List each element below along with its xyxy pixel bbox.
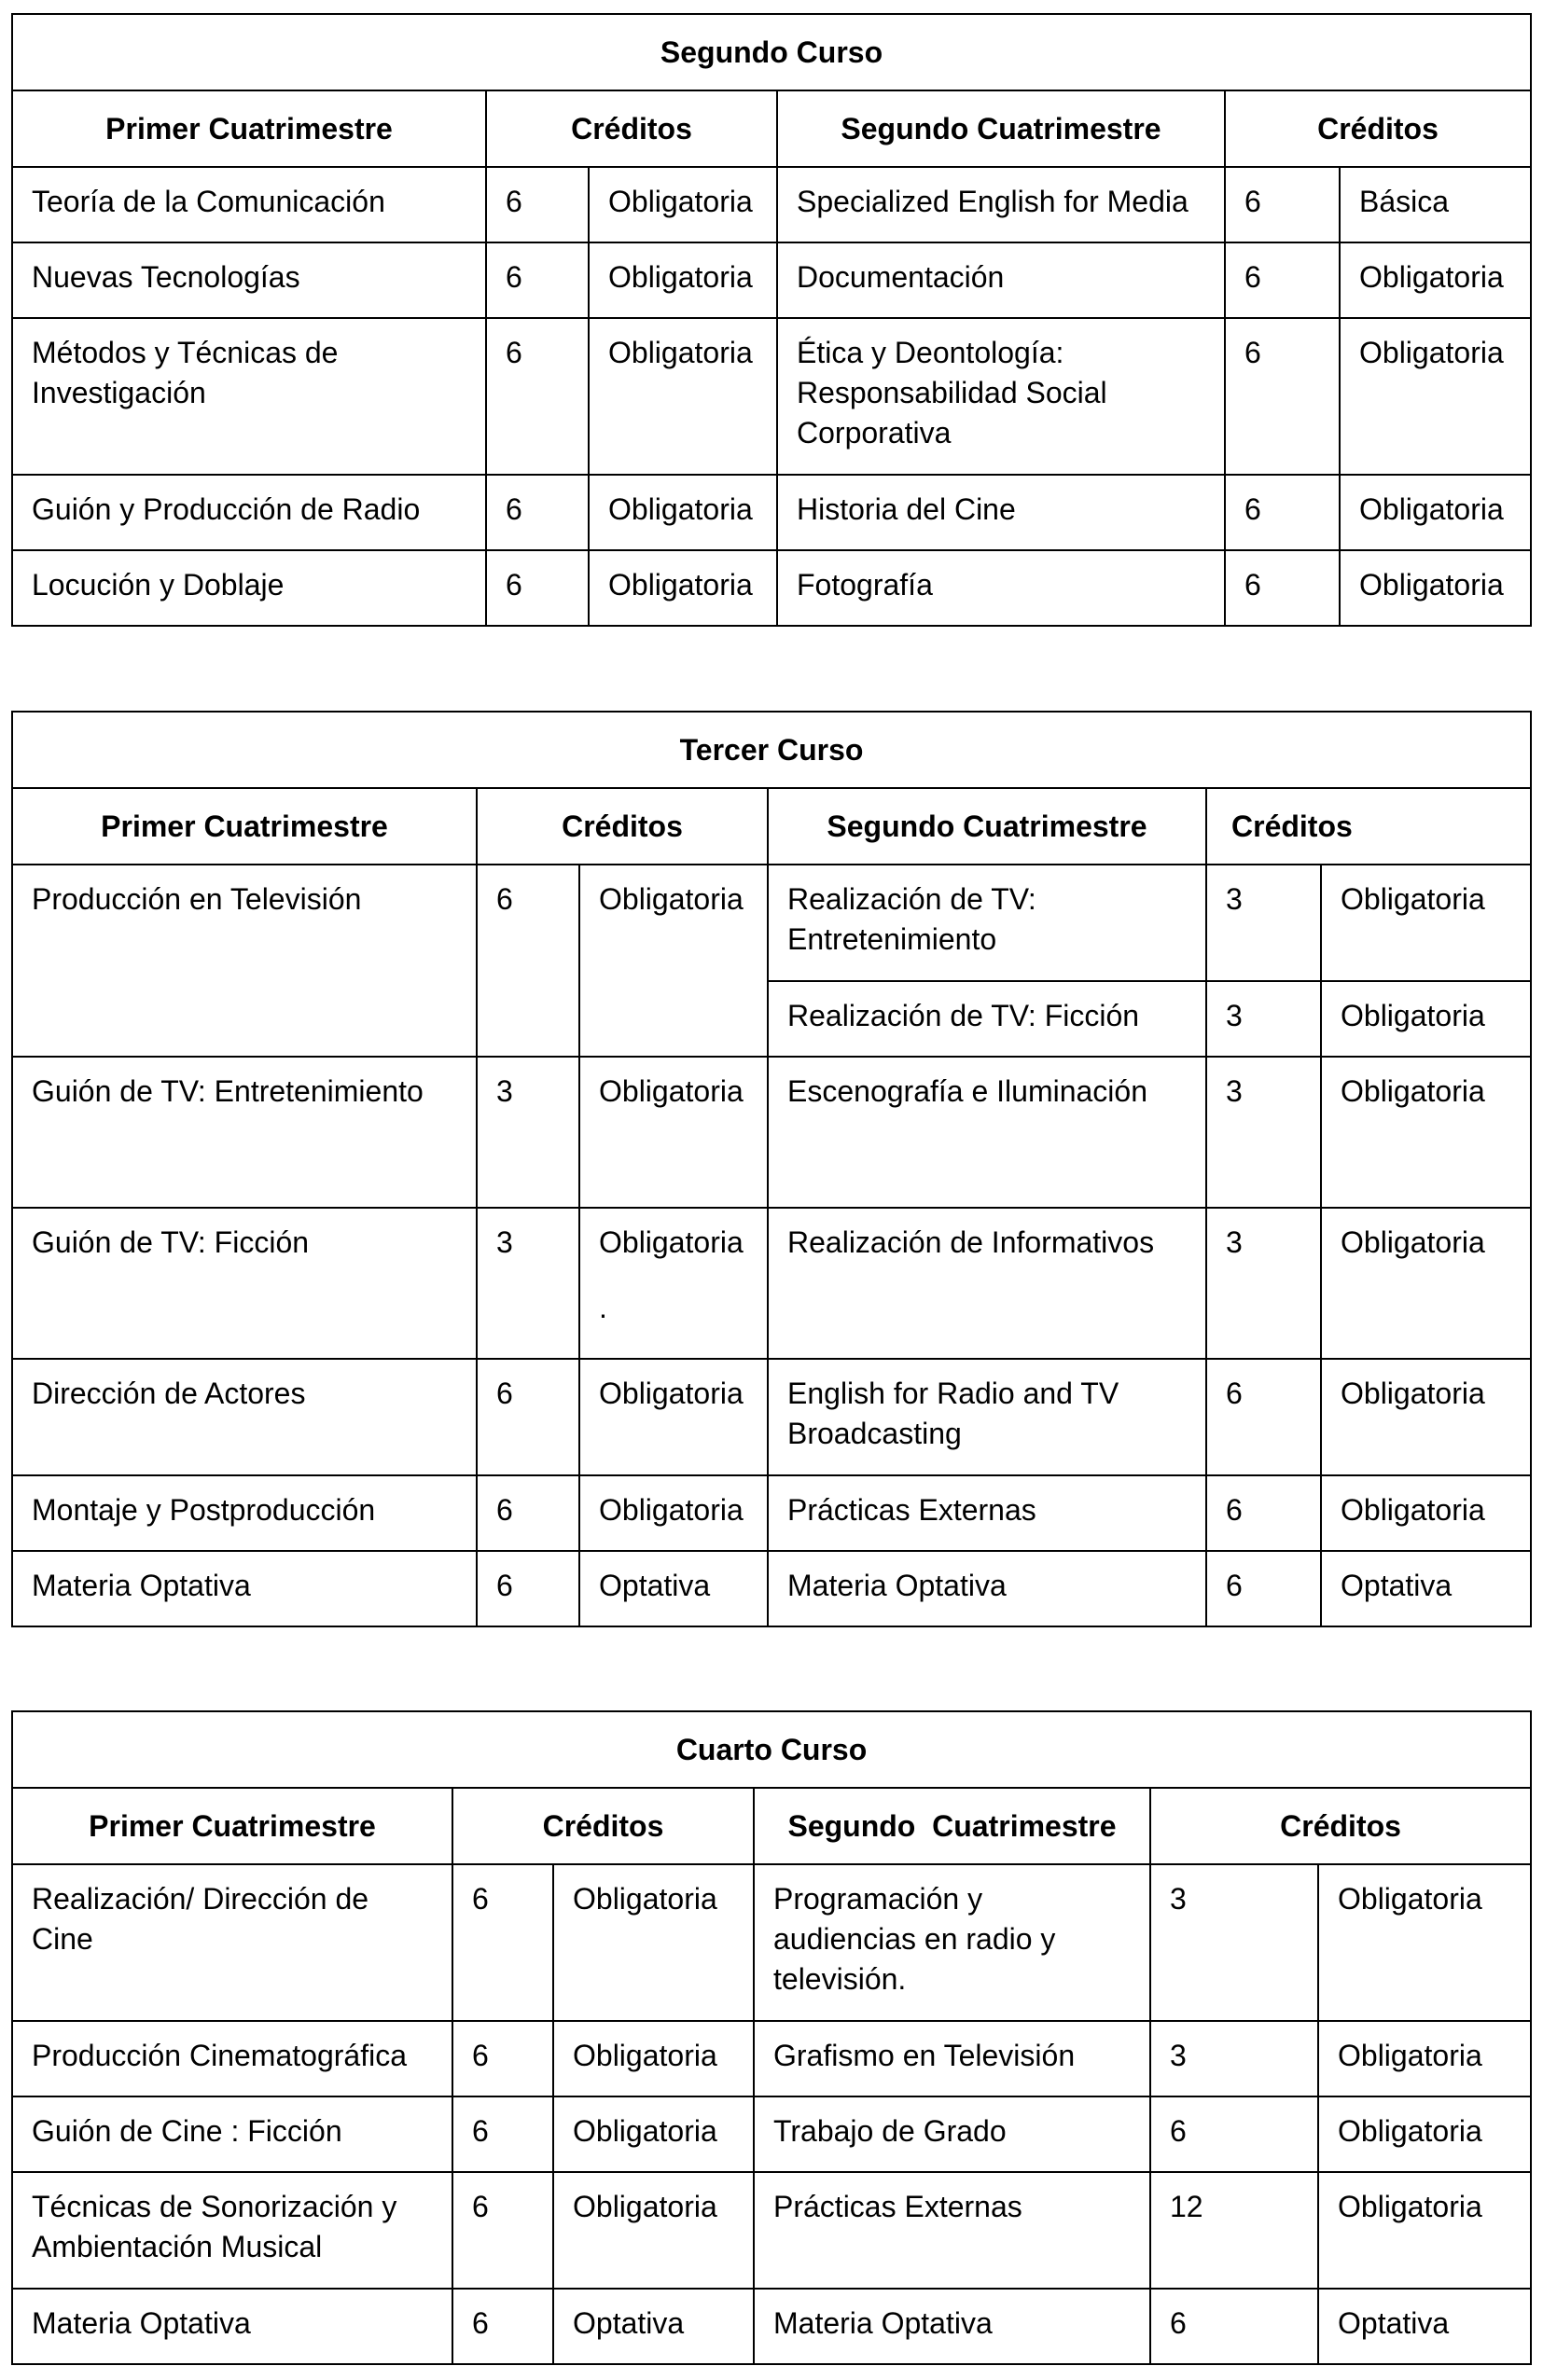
subject-cell: Realización de TV: Ficción	[768, 981, 1206, 1057]
type-cell: Obligatoria	[553, 2096, 754, 2172]
table-row	[12, 2096, 1531, 2172]
type-cell: Optativa	[579, 1551, 768, 1626]
type-cell: Optativa	[1321, 1551, 1531, 1626]
table-title: Cuarto Curso	[12, 1711, 1531, 1788]
table-row	[12, 2021, 1531, 2096]
header-creditos: Créditos	[486, 90, 777, 167]
credits-cell: 6	[1225, 318, 1340, 475]
subject-cell: English for Radio and TV Broadcasting	[768, 1359, 1206, 1475]
table-row	[12, 167, 1531, 242]
tercer-curso-table	[11, 711, 1532, 1627]
credits-cell: 6	[1225, 242, 1340, 318]
table-row	[12, 1475, 1531, 1551]
credits-cell: 3	[1206, 1057, 1321, 1208]
segundo-curso-table	[11, 13, 1532, 627]
type-cell: Obligatoria	[579, 1475, 768, 1551]
header-creditos: Créditos	[452, 1788, 754, 1864]
table-row	[12, 475, 1531, 550]
subject-cell: Teoría de la Comunicación	[12, 167, 486, 242]
subject-cell: Prácticas Externas	[754, 2172, 1150, 2289]
credits-cell: 6	[452, 1864, 553, 2021]
credits-cell: 6	[477, 1359, 579, 1475]
type-cell: Obligatoria	[579, 1057, 768, 1208]
type-cell: Obligatoria	[553, 2172, 754, 2289]
header-creditos: Créditos	[1206, 788, 1531, 865]
type-cell: Obligatoria	[1318, 2021, 1531, 2096]
type-cell: Obligatoria	[1321, 1057, 1531, 1208]
header-primer-cuatrimestre: Primer Cuatrimestre	[12, 1788, 452, 1864]
subject-cell: Escenografía e Iluminación	[768, 1057, 1206, 1208]
type-cell: Obligatoria	[1318, 1864, 1531, 2021]
subject-cell: Programación y audiencias en radio y televisión.	[754, 1864, 1150, 2021]
type-cell: Obligatoria	[1340, 242, 1531, 318]
credits-cell: 6	[486, 475, 589, 550]
credits-cell: 6	[1206, 1475, 1321, 1551]
type-cell: Obligatoria	[589, 242, 777, 318]
type-cell: Obligatoria	[1318, 2172, 1531, 2289]
header-row	[12, 788, 1531, 865]
credits-cell: 3	[477, 1057, 579, 1208]
table-title: Segundo Curso	[12, 14, 1531, 90]
subject-cell: Specialized English for Media	[777, 167, 1225, 242]
type-cell: Obligatoria	[579, 865, 768, 1057]
type-text: Obligatoria	[599, 1225, 744, 1259]
header-segundo-cuatrimestre: Segundo Cuatrimestre	[754, 1788, 1150, 1864]
table-row	[12, 1359, 1531, 1475]
credits-cell: 3	[1206, 865, 1321, 981]
subject-cell: Dirección de Actores	[12, 1359, 477, 1475]
subject-cell: Guión de TV: Ficción	[12, 1208, 477, 1359]
type-cell: Básica	[1340, 167, 1531, 242]
subject-cell: Prácticas Externas	[768, 1475, 1206, 1551]
table-row	[12, 1864, 1531, 2021]
credits-cell: 3	[1206, 1208, 1321, 1359]
credits-cell: 6	[1206, 1551, 1321, 1626]
subject-cell: Locución y Doblaje	[12, 550, 486, 626]
credits-cell: 6	[486, 167, 589, 242]
table-row	[12, 865, 1531, 981]
table-title: Tercer Curso	[12, 712, 1531, 788]
subject-cell: Realización/ Dirección de Cine	[12, 1864, 452, 2021]
credits-cell: 3	[1206, 981, 1321, 1057]
type-cell: Obligatoria	[1321, 1208, 1531, 1359]
subject-cell: Ética y Deontología: Responsabilidad Social Corporativa	[777, 318, 1225, 475]
subject-cell: Técnicas de Sonorización y Ambientación Musical	[12, 2172, 452, 2289]
subject-cell: Realización de TV: Entretenimiento	[768, 865, 1206, 981]
header-row	[12, 1788, 1531, 1864]
credits-cell: 3	[1150, 2021, 1318, 2096]
type-cell	[579, 1208, 768, 1359]
subject-cell: Guión y Producción de Radio	[12, 475, 486, 550]
subject-cell: Nuevas Tecnologías	[12, 242, 486, 318]
type-cell: Obligatoria	[589, 550, 777, 626]
type-cell: Obligatoria	[1318, 2096, 1531, 2172]
subject-cell: Métodos y Técnicas de Investigación	[12, 318, 486, 475]
credits-cell: 3	[1150, 1864, 1318, 2021]
cuarto-curso-table	[11, 1710, 1532, 2365]
credits-cell: 6	[452, 2021, 553, 2096]
credits-cell: 3	[477, 1208, 579, 1359]
type-cell: Obligatoria	[1321, 1475, 1531, 1551]
subject-cell: Fotografía	[777, 550, 1225, 626]
credits-cell: 6	[1225, 167, 1340, 242]
table-row	[12, 1208, 1531, 1359]
type-cell: Optativa	[1318, 2289, 1531, 2364]
type-cell: Obligatoria	[1340, 550, 1531, 626]
type-cell: Obligatoria	[589, 167, 777, 242]
type-cell: Obligatoria	[1321, 865, 1531, 981]
credits-cell: 6	[1225, 550, 1340, 626]
header-creditos: Créditos	[1225, 90, 1531, 167]
subject-cell: Guión de TV: Entretenimiento	[12, 1057, 477, 1208]
header-row	[12, 90, 1531, 167]
credits-cell: 6	[1225, 475, 1340, 550]
table-row	[12, 318, 1531, 475]
subject-cell: Documentación	[777, 242, 1225, 318]
type-cell: Obligatoria	[553, 1864, 754, 2021]
credits-cell: 6	[486, 550, 589, 626]
credits-cell: 6	[452, 2096, 553, 2172]
type-cell: Obligatoria	[1340, 318, 1531, 475]
credits-cell: 6	[477, 865, 579, 1057]
table-row	[12, 2172, 1531, 2289]
subject-cell: Producción Cinematográfica	[12, 2021, 452, 2096]
header-segundo-cuatrimestre: Segundo Cuatrimestre	[777, 90, 1225, 167]
subject-cell: Materia Optativa	[12, 1551, 477, 1626]
credits-cell: 6	[452, 2172, 553, 2289]
table-row	[12, 550, 1531, 626]
credits-cell: 6	[1206, 1359, 1321, 1475]
subject-cell: Materia Optativa	[12, 2289, 452, 2364]
type-cell: Obligatoria	[589, 318, 777, 475]
credits-cell: 6	[477, 1551, 579, 1626]
subject-cell: Grafismo en Televisión	[754, 2021, 1150, 2096]
subject-cell: Producción en Televisión	[12, 865, 477, 1057]
type-cell: Obligatoria	[1321, 981, 1531, 1057]
type-cell: Obligatoria	[589, 475, 777, 550]
subject-cell: Materia Optativa	[754, 2289, 1150, 2364]
header-primer-cuatrimestre: Primer Cuatrimestre	[12, 90, 486, 167]
credits-cell: 6	[486, 318, 589, 475]
header-primer-cuatrimestre: Primer Cuatrimestre	[12, 788, 477, 865]
stray-dot: .	[599, 1291, 607, 1324]
credits-cell: 6	[477, 1475, 579, 1551]
header-creditos: Créditos	[477, 788, 768, 865]
credits-cell: 12	[1150, 2172, 1318, 2289]
credits-cell: 6	[452, 2289, 553, 2364]
type-cell: Obligatoria	[1321, 1359, 1531, 1475]
type-cell: Optativa	[553, 2289, 754, 2364]
table-row	[12, 1551, 1531, 1626]
credits-cell: 6	[1150, 2289, 1318, 2364]
credits-cell: 6	[486, 242, 589, 318]
subject-cell: Guión de Cine : Ficción	[12, 2096, 452, 2172]
subject-cell: Realización de Informativos	[768, 1208, 1206, 1359]
type-cell: Obligatoria	[579, 1359, 768, 1475]
subject-cell: Materia Optativa	[768, 1551, 1206, 1626]
table-row	[12, 1057, 1531, 1208]
type-cell: Obligatoria	[1340, 475, 1531, 550]
subject-cell: Montaje y Postproducción	[12, 1475, 477, 1551]
table-row	[12, 2289, 1531, 2364]
type-cell: Obligatoria	[553, 2021, 754, 2096]
subject-cell: Trabajo de Grado	[754, 2096, 1150, 2172]
subject-cell: Historia del Cine	[777, 475, 1225, 550]
header-segundo-cuatrimestre: Segundo Cuatrimestre	[768, 788, 1206, 865]
credits-cell: 6	[1150, 2096, 1318, 2172]
header-creditos: Créditos	[1150, 1788, 1531, 1864]
table-row	[12, 242, 1531, 318]
